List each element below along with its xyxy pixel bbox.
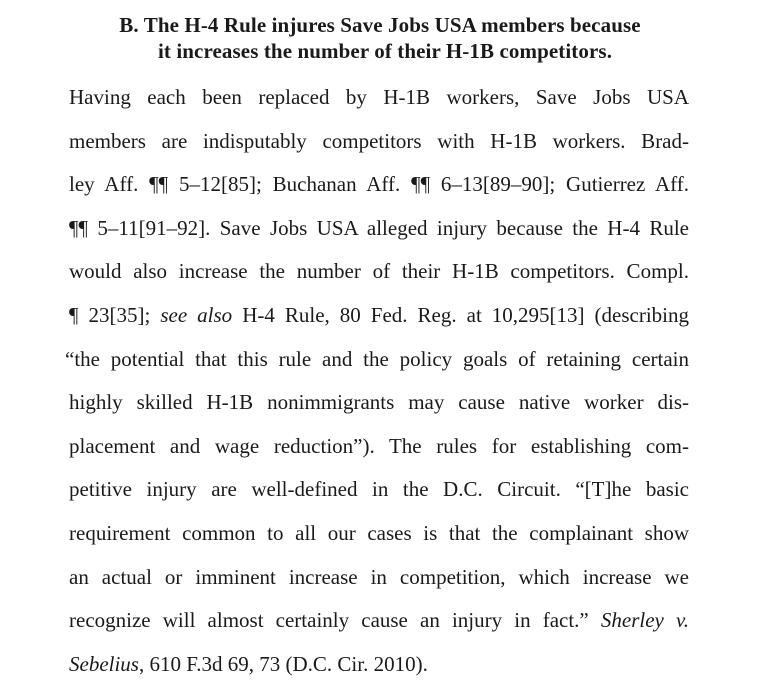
line-text: placement and wage reduction”). The rules for establishing com- <box>69 433 689 458</box>
line-text: recognize will almost certainly cause an injury in fact.” <box>69 608 601 633</box>
body-line <box>69 298 689 342</box>
section-heading <box>0 12 760 64</box>
body-line <box>69 472 689 516</box>
line-text: H-4 Rule, 80 Fed. Reg. at 10,295[13] (describing <box>232 302 689 327</box>
italic-text: Sherley v. <box>600 608 690 633</box>
line-text: petitive injury are well-defined in the D.C. Circuit. “[T]he basic <box>69 477 689 502</box>
body-line <box>69 647 689 690</box>
body-line <box>69 429 689 473</box>
body-line <box>69 167 689 211</box>
line-text: Having each been replaced by H-1B workers, Save Jobs USA <box>69 85 689 109</box>
line-text: ley Aff. ¶¶ 5–12[85]; Buchanan Aff. ¶¶ 6–13[89–90]; Gutierrez Aff. <box>69 172 689 197</box>
line-text: requirement common to all our cases is that the complainant show <box>69 520 689 545</box>
body-paragraph <box>65 80 690 690</box>
body-line <box>65 342 689 386</box>
section-heading-line-1: B. The H-4 Rule injures Save Jobs USA members because <box>119 13 641 37</box>
section-heading-line-2: it increases the number of their H-1B competitors. <box>157 39 613 63</box>
body-line <box>69 254 689 298</box>
body-line <box>69 80 689 124</box>
body-line <box>69 124 689 168</box>
body-line <box>69 516 689 560</box>
line-text: an actual or imminent increase in competition, which increase we <box>69 564 689 589</box>
line-text: , 610 F.3d 69, 73 (D.C. Cir. 2010). <box>138 651 428 676</box>
italic-text: Sebelius <box>69 651 139 676</box>
body-line <box>69 560 689 604</box>
body-line <box>69 603 689 647</box>
line-text: members are indisputably competitors with H-1B workers. Brad- <box>69 128 689 153</box>
line-text: ¶ 23[35]; <box>69 302 161 327</box>
body-line <box>69 211 689 255</box>
line-text: would also increase the number of their H-1B competitors. Compl. <box>69 259 689 284</box>
italic-text: see also <box>160 302 233 327</box>
line-text: “the potential that this rule and the policy goals of retaining certain <box>65 346 689 371</box>
line-text: highly skilled H-1B nonimmigrants may cause native worker dis- <box>69 390 689 415</box>
line-text: ¶¶ 5–11[91–92]. Save Jobs USA alleged injury because the H-4 Rule <box>69 215 689 240</box>
body-line <box>69 385 689 429</box>
